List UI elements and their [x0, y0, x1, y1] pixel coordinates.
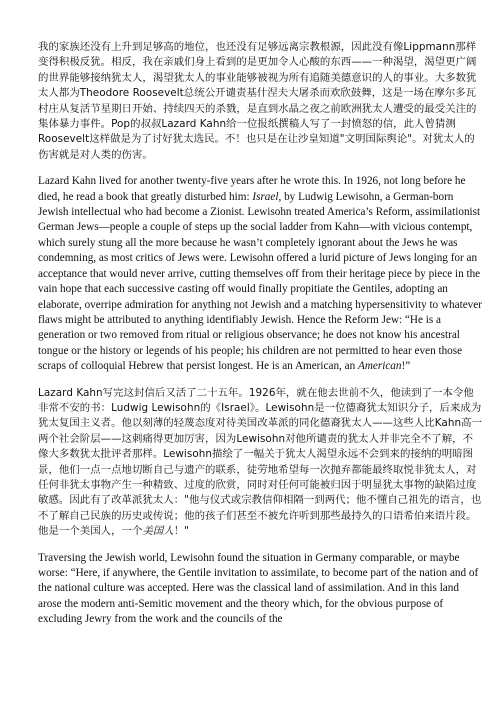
paragraph-text: ！" — [173, 525, 190, 538]
paragraph-text: Traversing the Jewish world, Lewisohn found the situation in Germany comparable, or maybe worse: “Here, if anywhere, the Gentile invitation to assimilate, to become part of the nation and of the national culture was accepted. Here was the classical land of assimilation. And in this land arose the modern anti-Semitic movement and the theory which, for the obvious purpose of excluding Jewry from the work and the councils of the — [38, 551, 479, 626]
paragraph-text: Lazard Kahn lived for another twenty-five years after he wrote this. In 1926, not long before he died, he read a book that greatly disturbed him: — [38, 175, 466, 203]
paragraph-text: !” — [401, 360, 411, 373]
emphasis-italic: 美国人 — [142, 525, 174, 538]
paragraph-en-1 — [38, 174, 482, 374]
paragraph-zh-2 — [38, 386, 482, 540]
emphasis-italic: American — [358, 360, 402, 373]
book-title-italic: Israel — [252, 190, 279, 203]
paragraph-text: , by Ludwig Lewisohn, a German-born Jewish intellectual who had become a Zionist. Lewisohn treated America’s Reform, assimilationist German Jews—people a couple of steps up the social ladder from Kahn—with vicious contempt, which surely stung all the more because he wasn’t completely ignorant about the Jews he was condemning, as most critics of Jews were. Lewisohn offered a lurid picture of Jews longing for an acceptance that would never arrive, cutting themselves off from their heritage piece by piece in the vain hope that each successive casting off would finally propitiate the Gentiles, adopting an elaborate, overripe admiration for anything not Jewish and a matching hypersensitivity to whatever flaws might be attributed to anything identifiably Jewish. Hence the Reform Jew: “He is a generation or two removed from ritual or religious observance; he does not know his ancestral tongue or the history or legends of his people; his children are not permitted to hear even those scraps of colloquial Hebrew that persist longest. He is an American, an — [38, 190, 482, 373]
paragraph-zh-1 — [38, 40, 482, 163]
paragraph-text: Lazard Kahn写完这封信后又活了二十五年。1926年，就在他去世前不久，他读到了一本令他非常不安的书：Ludwig Lewisohn的《Israel》。Lewisohn是一位德裔犹太知识分子，后来成为犹太复国主义者。他以刻薄的轻蔑态度对待美国改革派的同化德裔犹太人——这些人比Kahn高一两个社会阶层——这刺痛得更加厉害，因为Lewisohn对他所谴责的犹太人并非完全不了解，不像大多数犹太批评者那样。Lewisohn描绘了一幅关于犹太人渴望永远不会到来的接纳的明暗图景，他们一点一点地切断自己与遗产的联系，徒劳地希望每一次抛弃都能最终取悦非犹太人，对任何非犹太事物产生一种精致、过度的欣赏，同时对任何可能被归因于明显犹太事物的缺陷过度敏感。因此有了改革派犹太人："他与仪式或宗教信仰相隔一到两代；他不懂自己祖先的语言，也不了解自己民族的历史或传说；他的孩子们甚至不被允许听到那些最持久的口语希伯来语片段。他是一个美国人，一个 — [38, 386, 482, 538]
paragraph-en-2 — [38, 551, 482, 628]
paragraph-text: 我的家族还没有上升到足够高的地位，也还没有足够远离宗教根源，因此没有像Lippmann那样变得积极反犹。相反，我在亲戚们身上看到的是更加令人心酸的东西——一种渴望，渴望更广阔的世界能够接纳犹太人，渴望犹太人的事业能够被视为所有追随美德意识的人的事业。大多数犹太人都为Theodore Roosevelt总统公开谴责基什涅夫大屠杀而欢欣鼓舞，这是一场在摩尔多瓦村庄从复活节星期日开始、持续四天的杀戮，是直到水晶之夜之前欧洲犹太人遭受的最受关注的集体暴力事件。Pop的叔叔Lazard Kahn给一位报纸撰稿人写了一封愤怒的信，此人曾猜测Roosevelt这样做是为了讨好犹太选民。不！也只是在让沙皇知道"文明国际舆论"。对犹太人的伤害就是对人类的伤害。 — [38, 41, 477, 161]
